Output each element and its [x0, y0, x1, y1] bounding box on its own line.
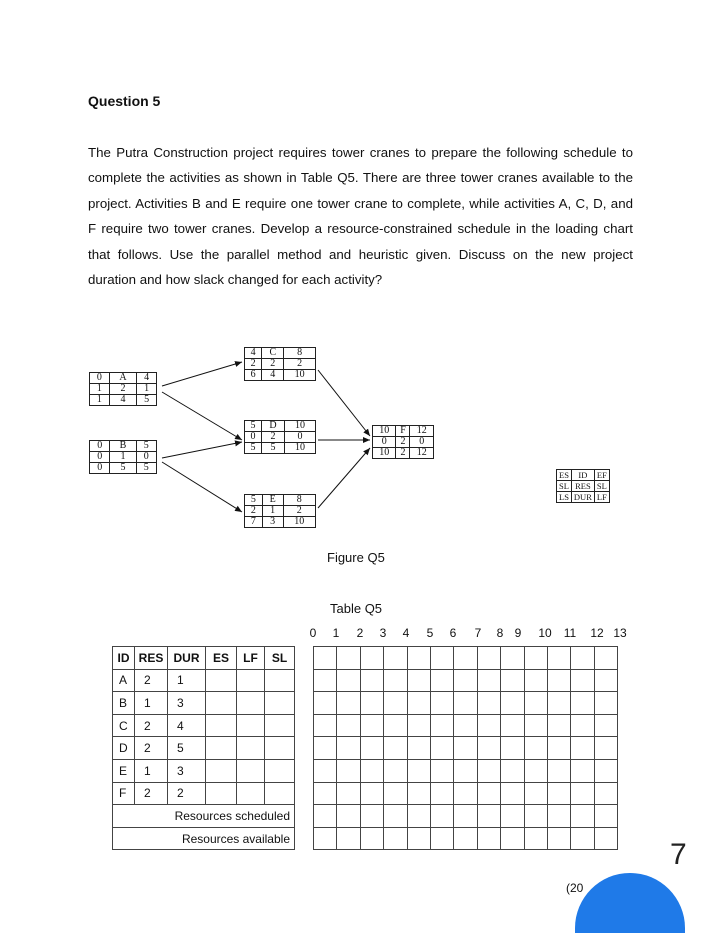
grid-cell[interactable]: [454, 827, 477, 850]
node-a-lf: 5: [137, 395, 157, 406]
grid-cell[interactable]: [430, 714, 453, 737]
row-b-es: [206, 692, 237, 715]
grid-cell[interactable]: [571, 827, 594, 850]
grid-cell[interactable]: [524, 647, 547, 670]
node-e-res: 1: [262, 506, 283, 517]
row-d-sl: [265, 737, 295, 760]
arrow-b-e: [162, 462, 242, 512]
row-f-lf: [237, 782, 265, 805]
time-tick: 2: [356, 626, 364, 640]
node-f-ef: 12: [410, 426, 434, 437]
grid-cell[interactable]: [337, 714, 360, 737]
grid-cell[interactable]: [314, 805, 337, 828]
header-id: ID: [113, 647, 135, 670]
node-a-res: 2: [109, 384, 136, 395]
row-f-res: 2: [135, 782, 168, 805]
row-f-sl: [265, 782, 295, 805]
grid-row: [314, 737, 618, 760]
grid-cell[interactable]: [314, 782, 337, 805]
row-a-lf: [237, 669, 265, 692]
grid-cell[interactable]: [384, 714, 407, 737]
row-e-res: 1: [135, 759, 168, 782]
grid-cell[interactable]: [430, 692, 453, 715]
node-c-slr: 2: [284, 359, 316, 370]
table-row: [113, 737, 295, 760]
grid-cell[interactable]: [430, 669, 453, 692]
grid-cell[interactable]: [337, 805, 360, 828]
grid-cell[interactable]: [524, 714, 547, 737]
legend-es: ES: [557, 470, 572, 481]
row-e-lf: [237, 759, 265, 782]
node-b-sl: 0: [90, 452, 110, 463]
grid-cell[interactable]: [360, 737, 383, 760]
grid-row: [314, 714, 618, 737]
grid-cell[interactable]: [547, 827, 570, 850]
grid-cell[interactable]: [501, 692, 524, 715]
grid-cell[interactable]: [360, 669, 383, 692]
node-e-sl: 2: [245, 506, 263, 517]
grid-cell[interactable]: [547, 647, 570, 670]
grid-cell[interactable]: [337, 782, 360, 805]
node-e-dur: 3: [262, 517, 283, 528]
grid-cell[interactable]: [547, 805, 570, 828]
grid-cell[interactable]: [547, 714, 570, 737]
arrow-a-d: [162, 392, 242, 440]
grid-cell[interactable]: [501, 759, 524, 782]
grid-cell[interactable]: [524, 805, 547, 828]
grid-cell[interactable]: [337, 737, 360, 760]
grid-cell[interactable]: [524, 669, 547, 692]
table-header-row: [113, 647, 295, 670]
grid-cell[interactable]: [314, 737, 337, 760]
grid-cell[interactable]: [360, 692, 383, 715]
legend-res: RES: [571, 481, 594, 492]
node-b-es: 0: [90, 441, 110, 452]
grid-cell[interactable]: [501, 805, 524, 828]
node-f-res: 2: [396, 437, 410, 448]
grid-cell[interactable]: [407, 782, 430, 805]
node-d-ef: 10: [285, 421, 316, 432]
grid-cell[interactable]: [477, 647, 500, 670]
row-c-id: C: [113, 714, 135, 737]
grid-cell[interactable]: [360, 647, 383, 670]
node-e-es: 5: [245, 495, 263, 506]
grid-cell[interactable]: [571, 669, 594, 692]
grid-cell[interactable]: [454, 692, 477, 715]
row-f-id: F: [113, 782, 135, 805]
row-a-res: 2: [135, 669, 168, 692]
grid-cell[interactable]: [524, 827, 547, 850]
row-a-id: A: [113, 669, 135, 692]
grid-cell[interactable]: [407, 805, 430, 828]
time-tick: 0: [309, 626, 317, 640]
node-d: [244, 420, 316, 454]
row-f-es: [206, 782, 237, 805]
resources-scheduled-label: Resources scheduled: [113, 805, 295, 828]
row-d-lf: [237, 737, 265, 760]
table-footer-row: [113, 805, 295, 828]
grid-cell[interactable]: [430, 782, 453, 805]
node-f-sl: 0: [373, 437, 396, 448]
question-heading: Question 5: [88, 93, 161, 109]
node-d-slr: 0: [285, 432, 316, 443]
grid-cell[interactable]: [571, 782, 594, 805]
grid-cell[interactable]: [384, 805, 407, 828]
grid-cell[interactable]: [384, 759, 407, 782]
node-c-id: C: [262, 348, 284, 359]
grid-cell[interactable]: [547, 669, 570, 692]
node-a: [89, 372, 157, 406]
node-e-lf: 10: [283, 517, 315, 528]
grid-cell[interactable]: [594, 669, 617, 692]
grid-row: [314, 692, 618, 715]
row-c-dur: 4: [168, 714, 206, 737]
grid-cell[interactable]: [454, 669, 477, 692]
node-d-res: 2: [261, 432, 284, 443]
node-b-ef: 5: [136, 441, 156, 452]
grid-cell[interactable]: [571, 759, 594, 782]
table-row: [113, 714, 295, 737]
time-tick: 4: [402, 626, 410, 640]
node-c-ef: 8: [284, 348, 316, 359]
grid-cell[interactable]: [477, 737, 500, 760]
row-d-dur: 5: [168, 737, 206, 760]
node-e-ls: 7: [245, 517, 263, 528]
node-f-slr: 0: [410, 437, 434, 448]
grid-cell[interactable]: [501, 714, 524, 737]
grid-cell[interactable]: [407, 827, 430, 850]
grid-cell[interactable]: [384, 669, 407, 692]
row-d-id: D: [113, 737, 135, 760]
node-b-slr: 0: [136, 452, 156, 463]
grid-cell[interactable]: [524, 737, 547, 760]
node-a-id: A: [109, 373, 136, 384]
grid-cell[interactable]: [430, 647, 453, 670]
grid-row: [314, 782, 618, 805]
grid-cell[interactable]: [430, 805, 453, 828]
node-c-sl: 2: [245, 359, 262, 370]
row-b-res: 1: [135, 692, 168, 715]
node-e-ef: 8: [283, 495, 315, 506]
grid-cell[interactable]: [477, 782, 500, 805]
node-d-es: 5: [245, 421, 262, 432]
grid-cell[interactable]: [384, 737, 407, 760]
node-a-dur: 4: [109, 395, 136, 406]
grid-cell[interactable]: [454, 759, 477, 782]
node-b: [89, 440, 157, 474]
node-f-ls: 10: [373, 448, 396, 459]
grid-cell[interactable]: [594, 782, 617, 805]
time-tick: 11: [563, 626, 577, 640]
grid-cell[interactable]: [337, 669, 360, 692]
time-tick: 10: [538, 626, 552, 640]
grid-cell[interactable]: [337, 827, 360, 850]
grid-cell[interactable]: [524, 692, 547, 715]
legend-dur: DUR: [571, 492, 594, 503]
node-a-slr: 1: [137, 384, 157, 395]
grid-cell[interactable]: [571, 647, 594, 670]
grid-cell[interactable]: [337, 759, 360, 782]
grid-cell[interactable]: [501, 647, 524, 670]
grid-cell[interactable]: [430, 827, 453, 850]
arrow-a-c: [162, 362, 242, 386]
row-e-id: E: [113, 759, 135, 782]
node-d-lf: 10: [285, 443, 316, 454]
table-row: [113, 759, 295, 782]
header-res: RES: [135, 647, 168, 670]
grid-cell[interactable]: [547, 759, 570, 782]
legend-ef: EF: [594, 470, 609, 481]
resources-available-label: Resources available: [113, 827, 295, 850]
grid-cell[interactable]: [547, 692, 570, 715]
grid-cell[interactable]: [594, 647, 617, 670]
grid-cell[interactable]: [384, 782, 407, 805]
row-f-dur: 2: [168, 782, 206, 805]
row-a-dur: 1: [168, 669, 206, 692]
grid-cell[interactable]: [477, 692, 500, 715]
row-c-lf: [237, 714, 265, 737]
node-b-ls: 0: [90, 463, 110, 474]
grid-cell[interactable]: [571, 805, 594, 828]
page-number: 7: [670, 838, 687, 871]
header-es: ES: [206, 647, 237, 670]
figure-caption: Figure Q5: [327, 550, 385, 565]
grid-row: [314, 647, 618, 670]
legend-lf: LF: [594, 492, 609, 503]
node-d-id: D: [261, 421, 284, 432]
grid-row: [314, 827, 618, 850]
row-e-es: [206, 759, 237, 782]
node-f: [372, 425, 434, 459]
grid-cell[interactable]: [594, 827, 617, 850]
time-tick: 3: [379, 626, 387, 640]
grid-cell[interactable]: [594, 692, 617, 715]
grid-cell[interactable]: [454, 782, 477, 805]
node-d-dur: 5: [261, 443, 284, 454]
table-footer-row: [113, 827, 295, 850]
question-paragraph: The Putra Construction project requires tower cranes to prepare the following schedule to complete the activities as shown in Table Q5. There are three tower cranes available to the project. Activities B and E require one tower crane to complete, while activities A, C, D, and F require two tower cranes. Develop a resource-constrained schedule in the loading chart that follows. Use the parallel method and heuristic given. Discuss on the new project duration and how slack changed for each activity?: [88, 145, 633, 288]
grid-cell[interactable]: [477, 714, 500, 737]
header-lf: LF: [237, 647, 265, 670]
grid-cell[interactable]: [360, 714, 383, 737]
grid-cell[interactable]: [594, 737, 617, 760]
table-row: [113, 692, 295, 715]
grid-cell[interactable]: [477, 759, 500, 782]
node-e: [244, 494, 316, 528]
legend-sl-left: SL: [557, 481, 572, 492]
grid-cell[interactable]: [477, 669, 500, 692]
node-a-sl: 1: [90, 384, 110, 395]
grid-cell[interactable]: [594, 759, 617, 782]
grid-cell[interactable]: [501, 827, 524, 850]
grid-cell[interactable]: [571, 737, 594, 760]
grid-cell[interactable]: [454, 737, 477, 760]
grid-cell[interactable]: [430, 759, 453, 782]
grid-cell[interactable]: [477, 805, 500, 828]
time-tick: 12: [590, 626, 604, 640]
grid-cell[interactable]: [314, 827, 337, 850]
table-row: [113, 669, 295, 692]
grid-cell[interactable]: [407, 759, 430, 782]
grid-cell[interactable]: [454, 647, 477, 670]
grid-cell[interactable]: [594, 805, 617, 828]
grid-cell[interactable]: [314, 669, 337, 692]
row-e-sl: [265, 759, 295, 782]
grid-row: [314, 759, 618, 782]
grid-cell[interactable]: [407, 737, 430, 760]
row-d-es: [206, 737, 237, 760]
grid-cell[interactable]: [547, 737, 570, 760]
arrow-e-f: [318, 448, 370, 508]
grid-cell[interactable]: [454, 805, 477, 828]
grid-row: [314, 669, 618, 692]
row-b-dur: 3: [168, 692, 206, 715]
node-legend: [556, 469, 610, 503]
node-b-id: B: [110, 441, 136, 452]
floating-action-badge[interactable]: [575, 873, 685, 933]
grid-cell[interactable]: [360, 805, 383, 828]
grid-cell[interactable]: [407, 669, 430, 692]
row-a-sl: [265, 669, 295, 692]
grid-cell[interactable]: [477, 827, 500, 850]
time-axis: [0, 626, 720, 642]
node-e-id: E: [262, 495, 283, 506]
row-e-dur: 3: [168, 759, 206, 782]
legend-sl-right: SL: [594, 481, 609, 492]
row-b-sl: [265, 692, 295, 715]
grid-cell[interactable]: [314, 714, 337, 737]
node-c-res: 2: [262, 359, 284, 370]
grid-cell[interactable]: [501, 737, 524, 760]
node-d-sl: 0: [245, 432, 262, 443]
grid-cell[interactable]: [594, 714, 617, 737]
activity-table: [112, 646, 295, 850]
row-c-es: [206, 714, 237, 737]
row-c-sl: [265, 714, 295, 737]
node-b-lf: 5: [136, 463, 156, 474]
grid-cell[interactable]: [430, 737, 453, 760]
grid-cell[interactable]: [314, 759, 337, 782]
grid-cell[interactable]: [384, 647, 407, 670]
row-b-id: B: [113, 692, 135, 715]
header-sl: SL: [265, 647, 295, 670]
node-b-dur: 5: [110, 463, 136, 474]
legend-id: ID: [571, 470, 594, 481]
arrow-c-f: [318, 370, 370, 436]
table-caption: Table Q5: [330, 601, 383, 616]
grid-cell[interactable]: [524, 782, 547, 805]
grid-cell[interactable]: [407, 692, 430, 715]
node-c-ls: 6: [245, 370, 262, 381]
grid-cell[interactable]: [501, 782, 524, 805]
time-tick: 9: [514, 626, 522, 640]
node-f-dur: 2: [396, 448, 410, 459]
grid-cell[interactable]: [454, 714, 477, 737]
row-a-es: [206, 669, 237, 692]
arrow-b-d: [162, 442, 242, 458]
node-c: [244, 347, 316, 381]
grid-cell[interactable]: [360, 759, 383, 782]
time-tick: 5: [426, 626, 434, 640]
node-f-id: F: [396, 426, 410, 437]
grid-row: [314, 805, 618, 828]
row-d-res: 2: [135, 737, 168, 760]
grid-cell[interactable]: [360, 782, 383, 805]
grid-cell[interactable]: [571, 692, 594, 715]
node-c-dur: 4: [262, 370, 284, 381]
node-b-res: 1: [110, 452, 136, 463]
grid-cell[interactable]: [407, 647, 430, 670]
time-tick: 13: [613, 626, 627, 640]
node-c-es: 4: [245, 348, 262, 359]
time-tick: 6: [449, 626, 457, 640]
node-f-es: 10: [373, 426, 396, 437]
grid-cell[interactable]: [571, 714, 594, 737]
grid-cell[interactable]: [384, 692, 407, 715]
node-a-ls: 1: [90, 395, 110, 406]
grid-cell[interactable]: [314, 692, 337, 715]
node-a-ef: 4: [137, 373, 157, 384]
legend-ls: LS: [557, 492, 572, 503]
time-tick: 1: [332, 626, 340, 640]
grid-cell[interactable]: [314, 647, 337, 670]
node-f-lf: 12: [410, 448, 434, 459]
grid-cell[interactable]: [547, 782, 570, 805]
grid-cell[interactable]: [384, 827, 407, 850]
node-d-ls: 5: [245, 443, 262, 454]
node-a-es: 0: [90, 373, 110, 384]
marks-label: (20: [566, 881, 584, 895]
grid-cell[interactable]: [337, 647, 360, 670]
header-dur: DUR: [168, 647, 206, 670]
grid-cell[interactable]: [407, 714, 430, 737]
node-e-slr: 2: [283, 506, 315, 517]
row-c-res: 2: [135, 714, 168, 737]
grid-cell[interactable]: [524, 759, 547, 782]
row-b-lf: [237, 692, 265, 715]
grid-cell[interactable]: [360, 827, 383, 850]
grid-cell[interactable]: [337, 692, 360, 715]
grid-cell[interactable]: [501, 669, 524, 692]
time-tick: 7: [474, 626, 482, 640]
table-row: [113, 782, 295, 805]
node-c-lf: 10: [284, 370, 316, 381]
time-tick: 8: [496, 626, 504, 640]
loading-chart-grid: [313, 646, 618, 850]
